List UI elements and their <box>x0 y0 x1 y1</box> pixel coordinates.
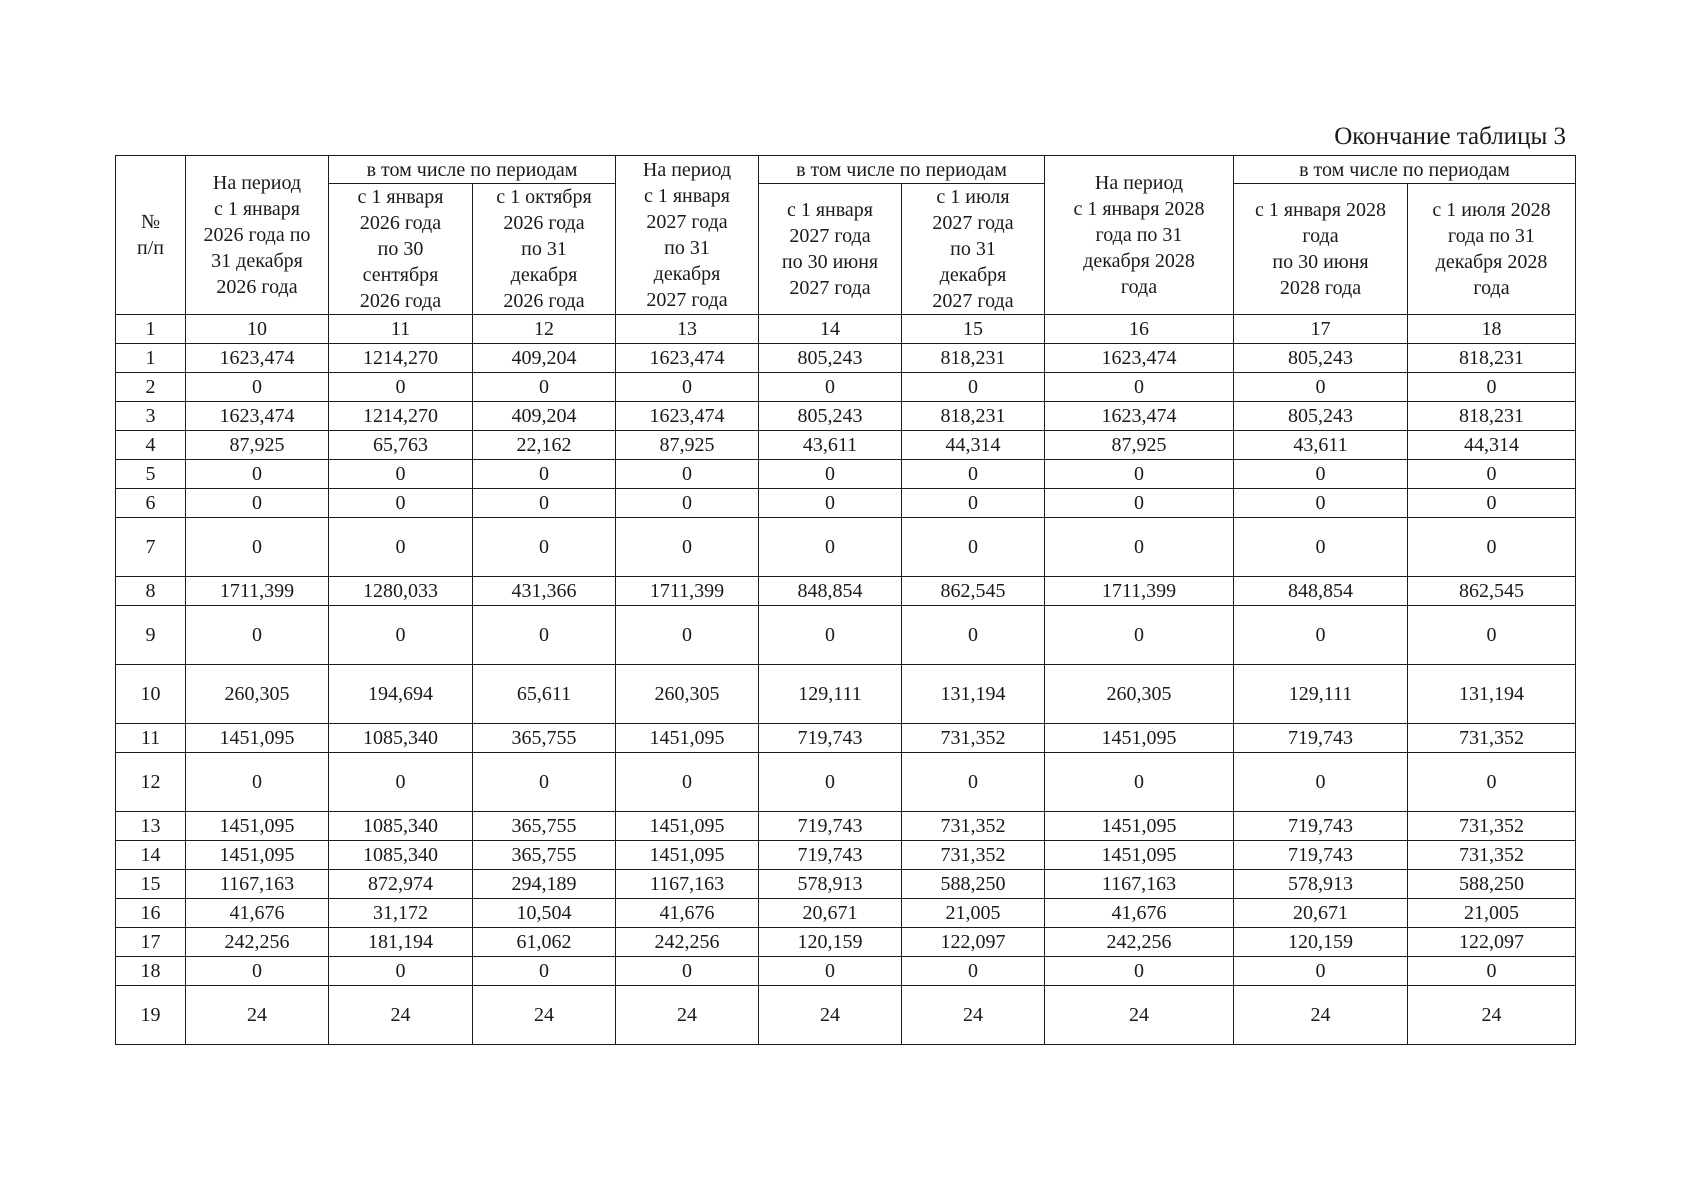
table-cell: 0 <box>1045 957 1234 986</box>
table-cell: 409,204 <box>473 344 616 373</box>
table-row <box>116 753 1576 812</box>
table-cell: 87,925 <box>186 431 329 460</box>
table-cell: 0 <box>616 957 759 986</box>
table-cell: 43,611 <box>1234 431 1408 460</box>
table-cell: 0 <box>616 518 759 577</box>
table-row <box>116 899 1576 928</box>
table-cell: 44,314 <box>1408 431 1576 460</box>
table-cell: 0 <box>1045 489 1234 518</box>
table-cell: 1085,340 <box>329 841 473 870</box>
table-cell: 818,231 <box>902 344 1045 373</box>
table-cell: 65,611 <box>473 665 616 724</box>
row-number: 13 <box>116 812 186 841</box>
table-cell: 1623,474 <box>616 344 759 373</box>
header-col-15 <box>902 184 1045 315</box>
table-cell: 44,314 <box>902 431 1045 460</box>
header-col-14-label: с 1 января 2027 года по 30 июня 2027 года <box>781 199 879 299</box>
table-cell: 0 <box>902 489 1045 518</box>
table-cell: 0 <box>473 460 616 489</box>
table-cell: 0 <box>1234 373 1408 402</box>
header-col-17 <box>1234 184 1408 315</box>
table-cell: 0 <box>616 606 759 665</box>
table-cell: 0 <box>759 373 902 402</box>
header-col-18 <box>1408 184 1576 315</box>
table-cell: 24 <box>186 986 329 1045</box>
table-cell: 24 <box>616 986 759 1045</box>
table-cell: 24 <box>1045 986 1234 1045</box>
table-row <box>116 606 1576 665</box>
header-col-18-label: с 1 июля 2028 года по 31 декабря 2028 года <box>1432 199 1551 299</box>
table-cell: 242,256 <box>1045 928 1234 957</box>
header-group-2026-label: в том числе по периодам <box>366 158 578 181</box>
table-cell: 818,231 <box>1408 344 1576 373</box>
table-cell: 0 <box>329 957 473 986</box>
table-cell: 1451,095 <box>1045 812 1234 841</box>
table-cell: 805,243 <box>1234 344 1408 373</box>
table-cell: 0 <box>1234 957 1408 986</box>
table-cell: 0 <box>1045 460 1234 489</box>
table-cell: 1451,095 <box>186 812 329 841</box>
table-cell: 719,743 <box>759 812 902 841</box>
table-cell: 1711,399 <box>186 577 329 606</box>
table-cell: 0 <box>902 957 1045 986</box>
table-row <box>116 489 1576 518</box>
column-number: 16 <box>1045 315 1234 344</box>
table-cell: 0 <box>1234 489 1408 518</box>
table-cell: 20,671 <box>1234 899 1408 928</box>
table-cell: 1085,340 <box>329 812 473 841</box>
table-cell: 1451,095 <box>1045 841 1234 870</box>
row-number: 2 <box>116 373 186 402</box>
table-cell: 1451,095 <box>1045 724 1234 753</box>
table-cell: 0 <box>1408 373 1576 402</box>
row-number: 8 <box>116 577 186 606</box>
table-cell: 260,305 <box>186 665 329 724</box>
table-cell: 0 <box>186 489 329 518</box>
table-cell: 1214,270 <box>329 344 473 373</box>
table-cell: 0 <box>759 460 902 489</box>
table-cell: 1214,270 <box>329 402 473 431</box>
table-cell: 848,854 <box>759 577 902 606</box>
table-cell: 1167,163 <box>616 870 759 899</box>
table-cell: 20,671 <box>759 899 902 928</box>
table-cell: 1451,095 <box>616 812 759 841</box>
table-row <box>116 986 1576 1045</box>
table-cell: 0 <box>186 460 329 489</box>
table-cell: 294,189 <box>473 870 616 899</box>
table-cell: 129,111 <box>1234 665 1408 724</box>
table-cell: 0 <box>186 753 329 812</box>
table-cell: 1711,399 <box>616 577 759 606</box>
table-cell: 1623,474 <box>616 402 759 431</box>
table-cell: 24 <box>902 986 1045 1045</box>
row-number: 3 <box>116 402 186 431</box>
table-cell: 242,256 <box>186 928 329 957</box>
table-cell: 0 <box>186 518 329 577</box>
table-cell: 0 <box>329 753 473 812</box>
table-row <box>116 518 1576 577</box>
column-number: 14 <box>759 315 902 344</box>
header-group-2028 <box>1234 156 1576 184</box>
table-cell: 0 <box>902 373 1045 402</box>
data-table <box>115 155 1576 1045</box>
table-row <box>116 724 1576 753</box>
table-cell: 1451,095 <box>186 724 329 753</box>
table-cell: 0 <box>1408 518 1576 577</box>
table-cell: 588,250 <box>902 870 1045 899</box>
header-col-16-label: На период с 1 января 2028 года по 31 декабря 2028 года <box>1073 172 1205 298</box>
table-cell: 1623,474 <box>186 344 329 373</box>
table-cell: 1623,474 <box>186 402 329 431</box>
table-cell: 0 <box>1408 753 1576 812</box>
table-cell: 120,159 <box>1234 928 1408 957</box>
table-cell: 848,854 <box>1234 577 1408 606</box>
header-col-10 <box>186 156 329 315</box>
header-col-12-label: с 1 октября 2026 года по 31 декабря 2026 года <box>496 186 592 312</box>
table-cell: 21,005 <box>902 899 1045 928</box>
table-row <box>116 928 1576 957</box>
header-col-13 <box>616 156 759 315</box>
table-cell: 731,352 <box>902 841 1045 870</box>
table-cell: 1167,163 <box>1045 870 1234 899</box>
header-col-15-label: с 1 июля 2027 года по 31 декабря 2027 года <box>932 186 1014 312</box>
header-col-num-label: № п/п <box>137 211 164 259</box>
table-cell: 0 <box>1234 518 1408 577</box>
table-cell: 1167,163 <box>186 870 329 899</box>
header-group-2028-label: в том числе по периодам <box>1299 158 1510 181</box>
header-group-2027-label: в том числе по периодам <box>796 158 1007 181</box>
table-cell: 0 <box>759 518 902 577</box>
column-number: 10 <box>186 315 329 344</box>
table-cell: 31,172 <box>329 899 473 928</box>
table-cell: 0 <box>473 606 616 665</box>
table-cell: 0 <box>1408 460 1576 489</box>
column-number: 18 <box>1408 315 1576 344</box>
row-number: 14 <box>116 841 186 870</box>
table-cell: 0 <box>616 753 759 812</box>
table-cell: 0 <box>329 518 473 577</box>
table-cell: 122,097 <box>902 928 1045 957</box>
table-cell: 24 <box>473 986 616 1045</box>
table-cell: 41,676 <box>186 899 329 928</box>
table-cell: 0 <box>1234 606 1408 665</box>
header-col-10-label: На период с 1 января 2026 года по 31 декабря 2026 года <box>203 172 311 298</box>
table-row <box>116 665 1576 724</box>
table-cell: 365,755 <box>473 841 616 870</box>
column-number-row <box>116 315 1576 344</box>
table-cell: 0 <box>759 753 902 812</box>
table-cell: 1280,033 <box>329 577 473 606</box>
header-col-13-label: На период с 1 января 2027 года по 31 декабря 2027 года <box>642 159 732 311</box>
table-cell: 0 <box>759 606 902 665</box>
table-cell: 260,305 <box>1045 665 1234 724</box>
header-col-num <box>116 156 186 315</box>
row-number: 15 <box>116 870 186 899</box>
row-number: 12 <box>116 753 186 812</box>
table-cell: 0 <box>1408 957 1576 986</box>
table-cell: 719,743 <box>1234 841 1408 870</box>
row-number: 6 <box>116 489 186 518</box>
table-cell: 24 <box>1234 986 1408 1045</box>
row-number: 16 <box>116 899 186 928</box>
table-cell: 0 <box>1045 518 1234 577</box>
table-cell: 242,256 <box>616 928 759 957</box>
table-cell: 0 <box>186 957 329 986</box>
table-cell: 131,194 <box>1408 665 1576 724</box>
header-col-16 <box>1045 156 1234 315</box>
header-col-17-label: с 1 января 2028 года по 30 июня 2028 года <box>1254 199 1387 299</box>
table-cell: 719,743 <box>1234 724 1408 753</box>
table-caption: Окончание таблицы 3 <box>1334 123 1566 150</box>
header-col-11-label: с 1 января 2026 года по 30 сентября 2026 года <box>357 186 444 312</box>
table-cell: 41,676 <box>616 899 759 928</box>
table-cell: 87,925 <box>616 431 759 460</box>
table-cell: 0 <box>1234 460 1408 489</box>
table-cell: 0 <box>473 373 616 402</box>
header-group-2026 <box>329 156 616 184</box>
column-number: 12 <box>473 315 616 344</box>
table-cell: 0 <box>329 460 473 489</box>
table-cell: 0 <box>1234 753 1408 812</box>
table-cell: 122,097 <box>1408 928 1576 957</box>
table-cell: 0 <box>902 460 1045 489</box>
table-cell: 872,974 <box>329 870 473 899</box>
table-cell: 1623,474 <box>1045 344 1234 373</box>
table-cell: 0 <box>186 606 329 665</box>
table-cell: 862,545 <box>1408 577 1576 606</box>
row-number: 11 <box>116 724 186 753</box>
table-cell: 731,352 <box>1408 724 1576 753</box>
table-row <box>116 577 1576 606</box>
row-number: 17 <box>116 928 186 957</box>
header-col-12 <box>473 184 616 315</box>
table-cell: 818,231 <box>902 402 1045 431</box>
column-number: 1 <box>116 315 186 344</box>
table-cell: 0 <box>473 489 616 518</box>
table-cell: 0 <box>759 957 902 986</box>
table-cell: 0 <box>1408 606 1576 665</box>
table-cell: 43,611 <box>759 431 902 460</box>
table-cell: 0 <box>186 373 329 402</box>
row-number: 19 <box>116 986 186 1045</box>
table-cell: 0 <box>1045 606 1234 665</box>
table-cell: 0 <box>902 606 1045 665</box>
row-number: 10 <box>116 665 186 724</box>
table-cell: 578,913 <box>759 870 902 899</box>
column-number: 11 <box>329 315 473 344</box>
table-cell: 61,062 <box>473 928 616 957</box>
table-cell: 805,243 <box>1234 402 1408 431</box>
table-cell: 719,743 <box>759 841 902 870</box>
table-cell: 1451,095 <box>186 841 329 870</box>
table-cell: 431,366 <box>473 577 616 606</box>
table-cell: 731,352 <box>1408 841 1576 870</box>
table-cell: 0 <box>329 489 473 518</box>
table-cell: 0 <box>1045 753 1234 812</box>
table-cell: 862,545 <box>902 577 1045 606</box>
table-cell: 0 <box>902 518 1045 577</box>
column-number: 13 <box>616 315 759 344</box>
table-cell: 10,504 <box>473 899 616 928</box>
table-cell: 588,250 <box>1408 870 1576 899</box>
row-number: 5 <box>116 460 186 489</box>
table-cell: 0 <box>616 460 759 489</box>
table-cell: 24 <box>1408 986 1576 1045</box>
table-row <box>116 957 1576 986</box>
header-col-11 <box>329 184 473 315</box>
table-cell: 120,159 <box>759 928 902 957</box>
row-number: 9 <box>116 606 186 665</box>
table-cell: 0 <box>1045 373 1234 402</box>
column-number: 17 <box>1234 315 1408 344</box>
table-cell: 194,694 <box>329 665 473 724</box>
table-cell: 0 <box>473 518 616 577</box>
table-cell: 1451,095 <box>616 841 759 870</box>
table-cell: 731,352 <box>902 724 1045 753</box>
table-cell: 719,743 <box>1234 812 1408 841</box>
table-row <box>116 373 1576 402</box>
table-cell: 87,925 <box>1045 431 1234 460</box>
table-cell: 0 <box>473 957 616 986</box>
row-number: 18 <box>116 957 186 986</box>
table-cell: 578,913 <box>1234 870 1408 899</box>
table-cell: 1623,474 <box>1045 402 1234 431</box>
table-row <box>116 841 1576 870</box>
table-cell: 0 <box>329 373 473 402</box>
table-cell: 21,005 <box>1408 899 1576 928</box>
table-cell: 731,352 <box>902 812 1045 841</box>
table-row <box>116 402 1576 431</box>
table-cell: 818,231 <box>1408 402 1576 431</box>
table-cell: 1711,399 <box>1045 577 1234 606</box>
table-cell: 65,763 <box>329 431 473 460</box>
table-row <box>116 460 1576 489</box>
table-cell: 731,352 <box>1408 812 1576 841</box>
header-col-14 <box>759 184 902 315</box>
row-number: 1 <box>116 344 186 373</box>
table-cell: 1451,095 <box>616 724 759 753</box>
table-cell: 260,305 <box>616 665 759 724</box>
table-row <box>116 870 1576 899</box>
table-cell: 0 <box>759 489 902 518</box>
table-cell: 22,162 <box>473 431 616 460</box>
table-cell: 129,111 <box>759 665 902 724</box>
table-cell: 365,755 <box>473 724 616 753</box>
table-cell: 1085,340 <box>329 724 473 753</box>
table-cell: 409,204 <box>473 402 616 431</box>
table-cell: 365,755 <box>473 812 616 841</box>
table-cell: 24 <box>329 986 473 1045</box>
header-group-2027 <box>759 156 1045 184</box>
table-cell: 0 <box>616 489 759 518</box>
table-cell: 131,194 <box>902 665 1045 724</box>
table-cell: 24 <box>759 986 902 1045</box>
table-cell: 0 <box>902 753 1045 812</box>
table-cell: 0 <box>473 753 616 812</box>
table-cell: 805,243 <box>759 402 902 431</box>
table-cell: 41,676 <box>1045 899 1234 928</box>
table-row <box>116 431 1576 460</box>
table-row <box>116 812 1576 841</box>
table-cell: 0 <box>329 606 473 665</box>
table-cell: 181,194 <box>329 928 473 957</box>
row-number: 4 <box>116 431 186 460</box>
table-cell: 0 <box>616 373 759 402</box>
row-number: 7 <box>116 518 186 577</box>
table-row <box>116 344 1576 373</box>
table-cell: 805,243 <box>759 344 902 373</box>
table-cell: 0 <box>1408 489 1576 518</box>
table-cell: 719,743 <box>759 724 902 753</box>
column-number: 15 <box>902 315 1045 344</box>
